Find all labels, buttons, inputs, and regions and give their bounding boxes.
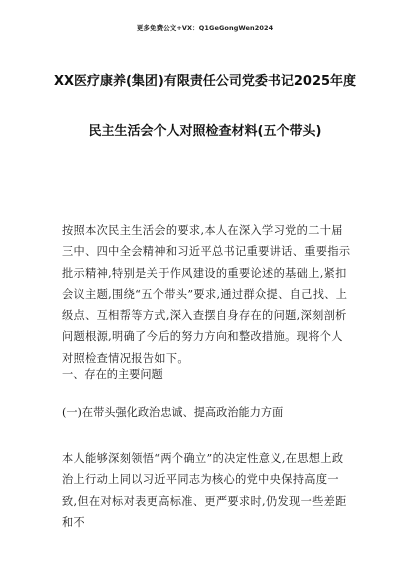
- document-title-line-1: XX医疗康养(集团)有限责任公司党委书记2025年度: [53, 74, 357, 89]
- header-note: 更多免费公文+VX：Q1GeGongWen2024: [136, 24, 274, 32]
- subsection-heading: (一)在带头强化政治忠诚、提高政治能力方面: [62, 406, 284, 419]
- subsection-paragraph: 本人能够深刻领悟“两个确立”的决定性意义,在思想上政治上行动上同以习近平同志为核心的党中央保持高度一致,但在对标对表更高标准、更严要求时,仍发现一些差距和不: [62, 452, 347, 529]
- intro-paragraph: 按照本次民主生活会的要求,本人在深入学习党的二十届三中、四中全会精神和习近平总书记重要讲话、重要指示批示精神,特别是关于作风建设的重要论述的基础上,紧扣会议主题,围绕“五个带头”要求,通过群众提、自己找、上级点、互相帮等方式,深入查摆自身存在的问题,深刻剖析问题根源,明确了今后的努力方向和整改措施。现将个人对照检查情况报告如下。: [62, 224, 351, 365]
- section-heading: 一、存在的主要问题: [62, 368, 163, 381]
- document-title-line-2: 民主生活会个人对照检查材料(五个带头): [88, 124, 322, 139]
